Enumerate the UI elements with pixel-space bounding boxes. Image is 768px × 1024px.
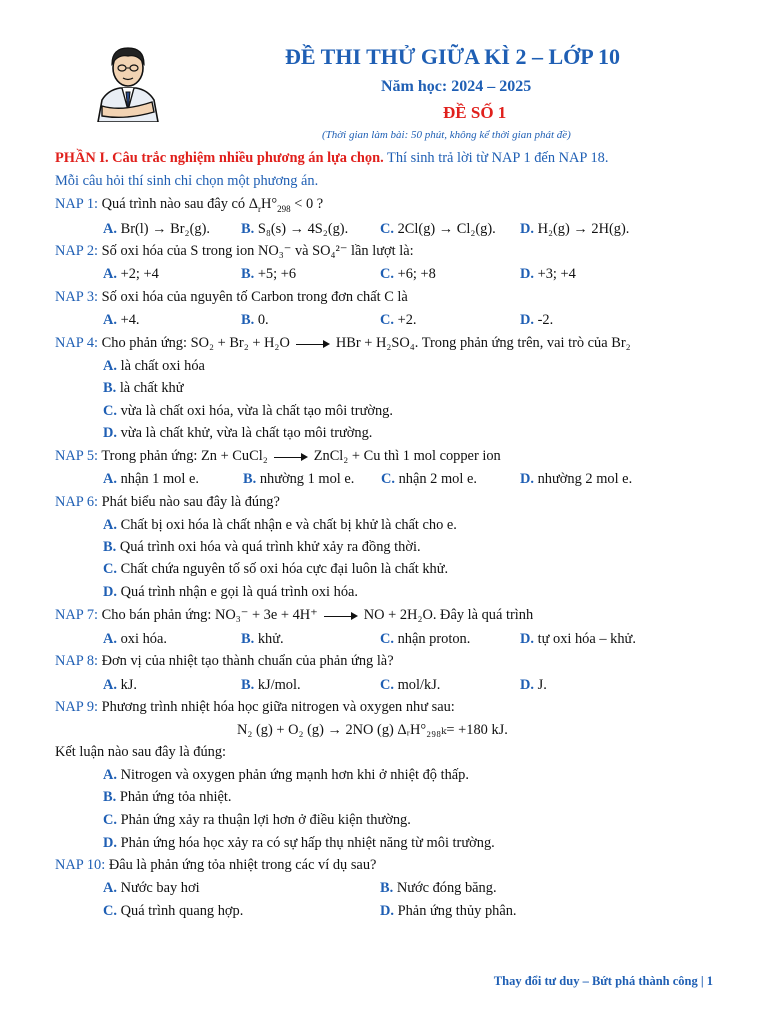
option-a[interactable]: A. là chất oxi hóa [103, 358, 205, 374]
option-c[interactable]: C. Chất chứa nguyên tố số oxi hóa cực đại luôn là chất khử. [103, 561, 449, 577]
question-label: NAP 8: [55, 653, 99, 669]
option-a[interactable]: A. Nitrogen và oxygen phản ứng mạnh hơn khi ở nhiệt độ thấp. [103, 767, 469, 783]
question-7 [55, 606, 533, 624]
option-c[interactable]: C. vừa là chất oxi hóa, vừa là chất tạo môi trường. [103, 403, 393, 419]
option-d[interactable]: D. tự oxi hóa – khử. [520, 631, 636, 647]
reaction-arrow-icon [324, 612, 358, 620]
question-text-cont: H° [260, 196, 278, 212]
option-b[interactable]: B. Quá trình oxi hóa và quá trình khử xảy ra đồng thời. [103, 539, 421, 555]
question-8 [55, 652, 394, 670]
option-d[interactable]: D. vừa là chất khử, vừa là chất tạo môi trường. [103, 425, 373, 441]
question-text: Đơn vị của nhiệt tạo thành chuẩn của phản ứng là? [101, 653, 394, 669]
question-2 [55, 242, 414, 260]
exam-title: ĐỀ THI THỬ GIỮA KÌ 2 – LỚP 10 [285, 44, 620, 69]
option-c[interactable]: C. +6; +8 [380, 266, 436, 282]
option-d[interactable]: D. -2. [520, 312, 554, 328]
question-text: Phát biểu nào sau đây là đúng? [101, 494, 280, 510]
option-d[interactable]: D. Quá trình nhận e gọi là quá trình oxi hóa. [103, 584, 358, 600]
question-label: NAP 4: [55, 335, 99, 351]
option-b[interactable]: B. 0. [241, 312, 269, 328]
question-label: NAP 7: [55, 607, 99, 623]
option-d[interactable]: D. Phản ứng hóa học xảy ra có sự hấp thụ nhiệt năng từ môi trường. [103, 835, 495, 851]
option-b[interactable]: B. là chất khử [103, 380, 184, 396]
question-9 [55, 698, 455, 716]
option-b[interactable]: B. khử. [241, 631, 284, 647]
option-b[interactable]: B. nhường 1 mol e. [243, 471, 355, 487]
question-text: Số oxi hóa của nguyên tố Carbon trong đơn chất C là [101, 289, 408, 305]
option-d[interactable]: D. Phản ứng thủy phân. [380, 903, 517, 919]
option-a[interactable]: A. +4. [103, 312, 140, 328]
question-text-cont: ZnCl₂ + Cu thì 1 mol copper ion [313, 448, 501, 464]
option-b[interactable]: B. S₈(s) → 4S₂(g). [241, 221, 349, 237]
option-a[interactable]: A. nhận 1 mol e. [103, 471, 199, 487]
option-b[interactable]: B. +5; +6 [241, 266, 297, 282]
option-c[interactable]: C. 2Cl(g) → Cl₂(g). [380, 221, 496, 237]
option-a[interactable]: A. +2; +4 [103, 266, 159, 282]
question-6 [55, 493, 280, 511]
option-a[interactable]: A. Nước bay hơi [103, 880, 200, 896]
option-c[interactable]: C. +2. [380, 312, 417, 328]
question-text: Cho bán phản ứng: NO₃⁻ + 3e + 4H⁺ [101, 607, 318, 623]
question-text: Trong phản ứng: Zn + CuCl₂ [101, 448, 268, 464]
question-text: Phương trình nhiệt hóa học giữa nitrogen và oxygen như sau: [101, 699, 455, 715]
question-label: NAP 1: [55, 196, 99, 212]
reaction-arrow-icon [274, 453, 308, 461]
teacher-mascot-illustration [92, 40, 164, 122]
option-a[interactable]: A. Chất bị oxi hóa là chất nhận e và chất bị khử là chất cho e. [103, 517, 457, 533]
question-text-cont: HBr + H₂SO₄. Trong phản ứng trên, vai trò của Br₂ [335, 335, 631, 351]
school-year: Năm học: 2024 – 2025 [381, 78, 532, 95]
option-a[interactable]: A. oxi hóa. [103, 631, 167, 647]
question-text: Đâu là phản ứng tỏa nhiệt trong các ví dụ sau? [108, 857, 377, 873]
question-1: NAP 1: Quá trình nào sau đây có $\Delta_rH^\circ_{298} < 0$ ? [55, 196, 324, 214]
option-b[interactable]: B. Phản ứng tỏa nhiệt. [103, 789, 232, 805]
option-c[interactable]: C. nhận 2 mol e. [381, 471, 477, 487]
page-footer: Thay đổi tư duy – Bứt phá thành công | 1 [493, 974, 713, 988]
option-c[interactable]: C. mol/kJ. [380, 677, 441, 693]
part1-instruction-1: Thí sinh trả lời từ NAP 1 đến NAP 18. [387, 150, 609, 166]
option-a[interactable]: A. kJ. [103, 677, 138, 693]
question-label: NAP 6: [55, 494, 99, 510]
question-9-prompt: Kết luận nào sau đây là đúng: [55, 744, 227, 760]
option-b[interactable]: B. kJ/mol. [241, 677, 301, 693]
question-label: NAP 3: [55, 289, 99, 305]
question-label: NAP 9: [55, 699, 99, 715]
part1-instruction-2: Mỗi câu hỏi thí sinh chỉ chọn một phương án. [55, 173, 319, 189]
question-10 [55, 856, 376, 874]
option-c[interactable]: C. Quá trình quang hợp. [103, 903, 244, 919]
reaction-arrow-icon [296, 340, 330, 348]
question-3 [55, 288, 408, 306]
question-text-cont: NO + 2H₂O. Đây là quá trình [363, 607, 534, 623]
option-a[interactable]: A. Br(l) → Br₂(g). [103, 221, 210, 237]
question-label: NAP 2: [55, 243, 99, 259]
option-d[interactable]: D. +3; +4 [520, 266, 576, 282]
time-note: (Thời gian làm bài: 50 phút, không kể thời gian phát đề) [322, 129, 571, 141]
question-label: NAP 10: [55, 857, 106, 873]
question-text-end: < 0 ? [290, 196, 324, 212]
option-c[interactable]: C. nhận proton. [380, 631, 471, 647]
part1-heading: PHẦN I. Câu trắc nghiệm nhiều phương án lựa chọn. [55, 150, 384, 166]
option-d[interactable]: D. H₂(g) → 2H(g). [520, 221, 630, 237]
option-d[interactable]: D. nhường 2 mol e. [520, 471, 633, 487]
part1-heading-line [55, 149, 608, 167]
thermochemical-equation: N₂ (g) + O₂ (g) → 2NO (g) ΔᵣH°₂₉₈ₖ= +180 kJ. [237, 722, 508, 738]
option-b[interactable]: B. Nước đóng băng. [380, 880, 497, 896]
question-5 [55, 447, 501, 465]
question-4 [55, 334, 631, 352]
option-c[interactable]: C. Phản ứng xảy ra thuận lợi hơn ở điều kiện thường. [103, 812, 411, 828]
exam-code: ĐỀ SỐ 1 [443, 103, 507, 122]
question-text: Cho phản ứng: SO₂ + Br₂ + H₂O [101, 335, 290, 351]
option-d[interactable]: D. J. [520, 677, 547, 693]
question-text: Số oxi hóa của S trong ion NO₃⁻ và SO₄²⁻ lần lượt là: [101, 243, 414, 259]
question-text: Quá trình nào sau đây có Δ [101, 196, 258, 212]
question-label: NAP 5: [55, 448, 99, 464]
